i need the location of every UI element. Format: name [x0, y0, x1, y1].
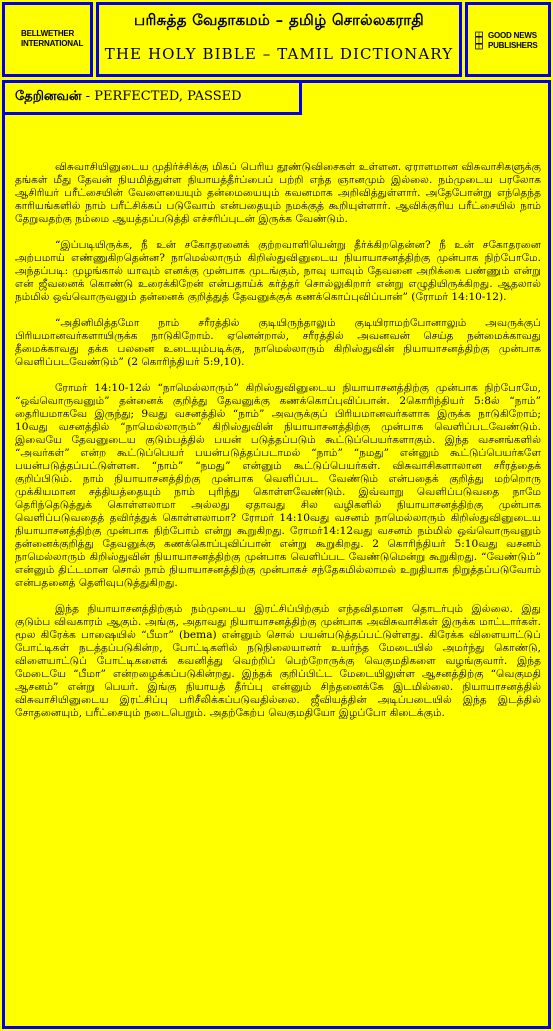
- paragraph: ரோமர் 14:10-12ல் “நாமெல்லாரும்” கிறிஸ்துவினுடைய நியாயாசனத்திற்கு முன்பாக நிற்போமே, “ஒவ்வொருவனும்” தன்னைக் குறித்து தேவனுக்கு கணக்கொப்புவிப்பான். 2கொரிந்தியர் 5:8ல் “நாம்” தைரியமாகவே இருந்து; 9வது வசனத்தில் “நாம்” அவருக்குப் பிரியமானவர்களாக இருக்க நாடுகிறோம்; 10வது வசனத்தில் “நாமெல்லாரும்” கிறிஸ்துவின் நியாயாசனத்திற்கு முன்பாக வெளிப்படவேண்டும். இவையே தேவனுடைய குடும்பத்தில் பயன் படுத்தப்படும் கூட்டுப்பெயர்களாகும். இந்த வசனங்களில் “அவர்கள்” என்ற கூட்டுப்பெயர் பயன்படுத்தப்படாமல் “நாம்” “நமது” என்னும் கூட்டுப்பெயர்களே பயன்படுத்தப்பட்டுள்ளன. “நாம்” “நமது” என்னும் கூட்டுப்பெயர்கள். விசுவாசிகளாலான சரீரத்தைக் குறிப்பிடும். நாம் நியாயாசனத்திற்கு முன்பாக வெளிப்பட வேண்டும் என்பதைக் குறித்து மற்றொரு முக்கியமான சத்தியத்தையும் நாம் புரிந்து கொள்ளவேண்டும். இவ்வாறு வெளிப்படுவதை நாமே தெரிந்தெடுத்துக் கொள்ளலாமா அல்லது ஏதாவது சில வழிகளில் நியாயாசனத்திற்கு முன்பாக வெளிப்படுவதைத் தவிர்த்துக் கொள்ளலாமா? ரோமர் 14:10வது வசனம் நாமெல்லாரும் கிறிஸ்துவினுடைய நியாயாசனத்திற்கு முன்பாக நிற்போம் என்று கூறுகிறது. ரோமர்14:12வது வசனம் நம்மில் ஒவ்வொருவனும் தன்னைக்குறித்து தேவனுக்கு கணக்கொப்புவிப்பான் என்று கூறுகிறது. 2 கொரிந்தியர் 5:10வது வசனம் நாமெல்லாரும் கிறிஸ்துவின் நியாயாசனத்திற்கு முன்பாக வெளிப்பட வேண்டுமென்று கூறுகிறது. “வேண்டும்” என்னும் திட்டமான சொல் நாம் நியாயாசனத்திற்கு முன்பாகச் சந்தேகமில்லாமல் உறுதியாக நிறுத்தப்படுவோம் என்பதனைத் தெளிவுபடுத்துகிறது.: [15, 382, 541, 589]
- entry-heading-box: [5, 83, 302, 115]
- paragraph: “இப்படியிருக்க, நீ உன் சகோதரனைக் குற்றவாளியென்று தீர்க்கிறதென்ன? நீ உன் சகோதரனை அற்பமாய் எண்ணுகிறதென்ன? நாமெல்லாரும் கிறிஸ்துவினுடைய நியாயாசனத்திற்கு முன்பாக நிற்போமே. அந்தப்படி: முழங்கால் யாவும் எனக்கு முன்பாக முடங்கும், நாவு யாவும் தேவனை அறிக்கை பண்ணும் என்று என் ஜீவனைக் கொண்டு உரைக்கிறேன் என்பதாய்க் கர்த்தர் சொல்லுகிறார் என்று எழுதியிருக்கிறது. ஆதலால் நம்மில் ஒவ்வொருவனும் தன்னைக் குறித்துத் தேவனுக்குக் கணக்கொப்புவிப்பான்” (ரோமர் 14:10-12).: [15, 239, 541, 303]
- entry-body: [15, 161, 541, 733]
- page-title-english: THE HOLY BIBLE – TAMIL DICTIONARY: [104, 45, 454, 63]
- publisher-logo-left: [2, 2, 93, 77]
- publisher-logo-right: [465, 2, 551, 77]
- dictionary-entry: [2, 80, 551, 1029]
- logo-right-text: GOOD NEWS PUBLISHERS: [487, 31, 538, 50]
- paragraph: இந்த நியாயாசனத்திற்கும் நம்முடைய இரட்சிப்பிற்கும் எந்தவிதமான தொடர்பும் இல்லை. இது குடும்ப விவகாரம் ஆகும். அங்கு, அதாவது நியாயாசனத்திற்கு முன்பாக அவிசுவாசிகள் இருக்க மாட்டார்கள். மூல கிரேக்க பாஷையில் “பீமா” (bema) என்னும் சொல் பயன்படுத்தப்பட்டுள்ளது. கிரேக்க விளையாட்டுப் போட்டிகள் நடத்தப்படுகின்ற, போட்டிகளில் நடுநிலையானர் உயர்ந்த மேடையில் அமர்ந்து கொண்டு, விளையாட்டுப் போட்டிகளைக் கவனித்து வெற்றிப் பெற்றோருக்கு வெகுமதிகளை வழங்குவார். இந்த மேடையே “பீமா” என்றழைக்கப்படுகின்றது. இந்தக் குறிப்பிட்ட மேடையிலுள்ள ஆசனத்திற்கு “வெகுமதி ஆசனம்” என்று பெயர். இங்கு நியாயத் தீர்ப்பு என்னும் சிந்தனைக்கே இடமில்லை. நியாயாசனத்தில் விசுவாசியினுடைய இரட்சிப்பு பரிசீலிக்கப்படுவதில்லை. ஜீவியத்தின் அடிப்படையில் இந்த இடத்தில் சோதனையும், பரீட்சையும் நடைபெறும். அதற்கேற்ப வெகுமதியோ இழப்போ கிடைக்கும்.: [15, 603, 541, 719]
- paragraph: “அதினிமித்தமோ நாம் சரீரத்தில் குடியிருந்தாலும் குடியிராமற்போனாலும் அவருக்குப் பிரியமானவர்களாயிருக்க நாடுகிறோம். ஏனென்றால், சரீரத்தில் அவனவன் செய்த நன்மைக்காவது தீமைக்காவது தக்க பலனை உடையும்படிக்கு, நாமெல்லாரும் கிறிஸ்துவின் நியாயாசனத்திற்கு முன்பாக வெளிப்படவேண்டும்” (2 கொரிந்தியர் 5:9,10).: [15, 317, 541, 368]
- entry-heading: [15, 89, 242, 105]
- entry-meaning: PERFECTED, PASSED: [94, 89, 242, 104]
- book-icon: [474, 19, 484, 63]
- page-title-tamil: பரிசுத்த வேதாகமம் – தமிழ் சொல்லகராதி: [133, 11, 425, 29]
- entry-word: தேறினவன்: [15, 89, 82, 104]
- page-title-box: [96, 2, 462, 77]
- logo-left-text: BELLWETHER INTERNATIONAL: [21, 29, 84, 48]
- paragraph: விசுவாசியினுடைய முதிர்ச்சிக்கு மிகப் பெரிய தூண்டுவிசைகள் உள்ளன. ஏராளமான விசுவாசிகளுக்கு தங்கள் மீது தேவன் நியமித்துள்ள நியாயத்தீர்ப்பைப் பற்றி எந்த ஞானமும் இல்லை. நம்முடைய பரலோக ஆசிரியர் பரீட்சையின் வேளையையும் தன்மையையும் கவனமாக அறிவித்துள்ளார். அதேபோன்று எந்தெந்த காரியங்களில் நாம் பரீட்சிக்கப் படுவோம் என்பதையும் நமக்குத் கூறியுள்ளார். ஆவிக்குரிய பரீட்சையில் நாம் தேறுவதற்கு நம்மை ஆயத்தப்படுத்தி எச்சரிப்புடன் இருக்க வேண்டும்.: [15, 161, 541, 225]
- entry-separator: -: [81, 89, 95, 104]
